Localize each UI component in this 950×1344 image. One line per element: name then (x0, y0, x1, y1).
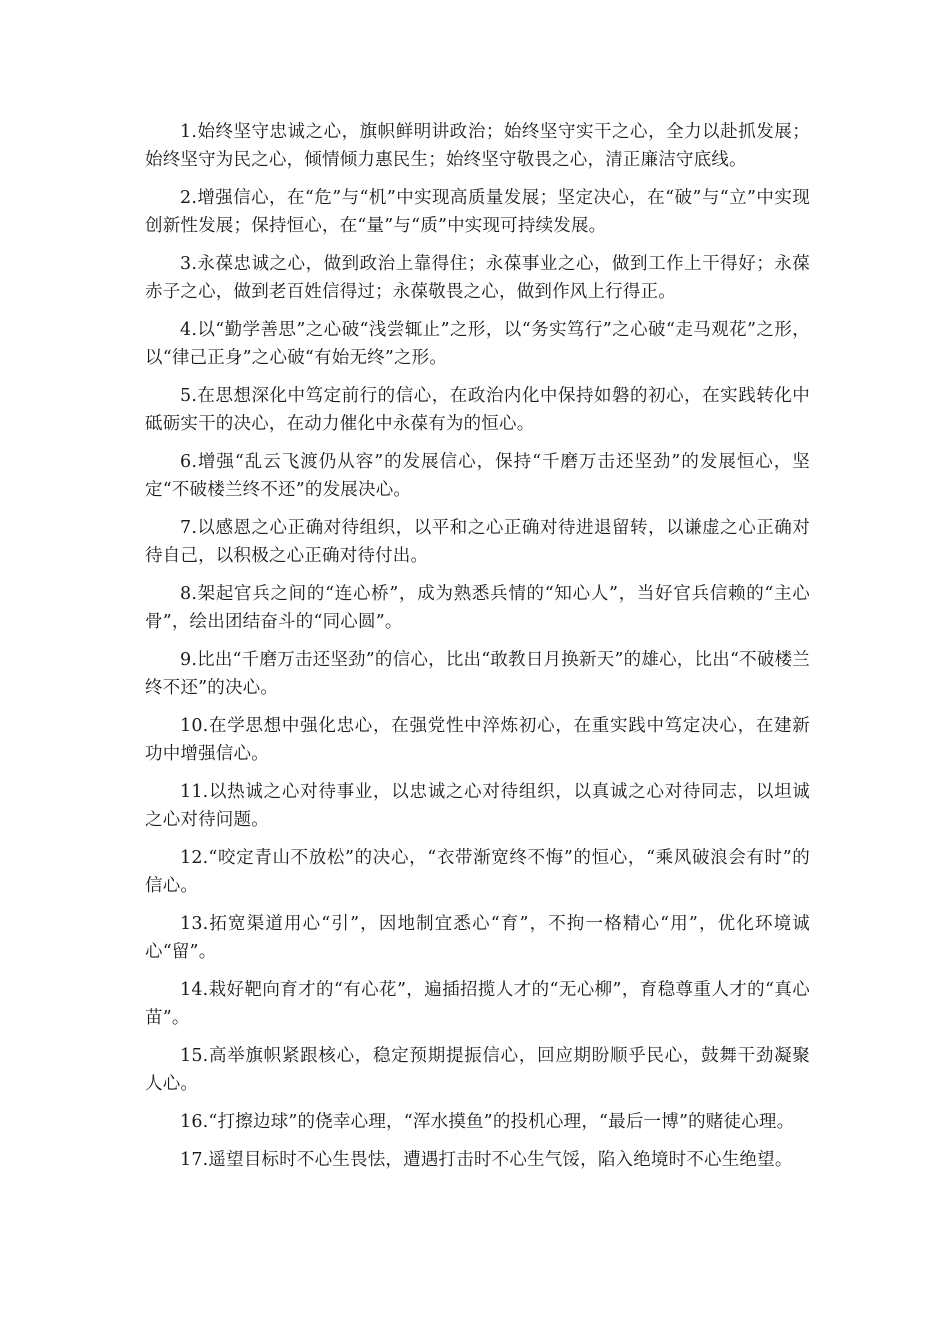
list-item: 13.拓宽渠道用心“引”，因地制宜悉心“育”，不拘一格精心“用”，优化环境诚心“留”。 (145, 914, 810, 962)
document-page (145, 118, 810, 1184)
list-item: 11.以热诚之心对待事业，以忠诚之心对待组织，以真诚之心对待同志，以坦诚之心对待问题。 (145, 782, 810, 830)
list-item: 15.高举旗帜紧跟核心，稳定预期提振信心，回应期盼顺乎民心，鼓舞干劲凝聚人心。 (145, 1046, 810, 1094)
list-item: 6.增强“乱云飞渡仍从容”的发展信心，保持“千磨万击还坚劲”的发展恒心，坚定“不破楼兰终不还”的发展决心。 (145, 452, 810, 500)
list-item: 5.在思想深化中笃定前行的信心，在政治内化中保持如磐的初心，在实践转化中砥砺实干的决心，在动力催化中永葆有为的恒心。 (145, 386, 810, 434)
list-item: 10.在学思想中强化忠心，在强党性中淬炼初心，在重实践中笃定决心，在建新功中增强信心。 (145, 716, 810, 764)
list-item: 16.“打擦边球”的侥幸心理，“浑水摸鱼”的投机心理，“最后一博”的赌徒心理。 (180, 1112, 795, 1132)
list-item: 9.比出“千磨万击还坚劲”的信心，比出“敢教日月换新天”的雄心，比出“不破楼兰终不还”的决心。 (145, 650, 810, 698)
list-item: 2.增强信心，在“危”与“机”中实现高质量发展；坚定决心，在“破”与“立”中实现创新性发展；保持恒心，在“量”与“质”中实现可持续发展。 (145, 188, 810, 236)
list-item: 1.始终坚守忠诚之心，旗帜鲜明讲政治；始终坚守实干之心，全力以赴抓发展；始终坚守为民之心，倾情倾力惠民生；始终坚守敬畏之心，清正廉洁守底线。 (145, 122, 810, 170)
list-item: 12.“咬定青山不放松”的决心，“衣带渐宽终不悔”的恒心，“乘风破浪会有时”的信心。 (145, 848, 810, 896)
list-item: 3.永葆忠诚之心，做到政治上靠得住；永葆事业之心，做到工作上干得好；永葆赤子之心，做到老百姓信得过；永葆敬畏之心，做到作风上行得正。 (145, 254, 810, 302)
list-item: 17.遥望目标时不心生畏怯，遭遇打击时不心生气馁，陷入绝境时不心生绝望。 (180, 1150, 793, 1170)
list-item: 14.栽好靶向育才的“有心花”，遍插招揽人才的“无心柳”，育稳尊重人才的“真心苗”。 (145, 980, 810, 1028)
list-item: 4.以“勤学善思”之心破“浅尝辄止”之形，以“务实笃行”之心破“走马观花”之形，以“律己正身”之心破“有始无终”之形。 (145, 320, 810, 368)
list-item: 8.架起官兵之间的“连心桥”，成为熟悉兵情的“知心人”，当好官兵信赖的“主心骨”，绘出团结奋斗的“同心圆”。 (145, 584, 810, 632)
list-item: 7.以感恩之心正确对待组织，以平和之心正确对待进退留转，以谦虚之心正确对待自己，以积极之心正确对待付出。 (145, 518, 810, 566)
